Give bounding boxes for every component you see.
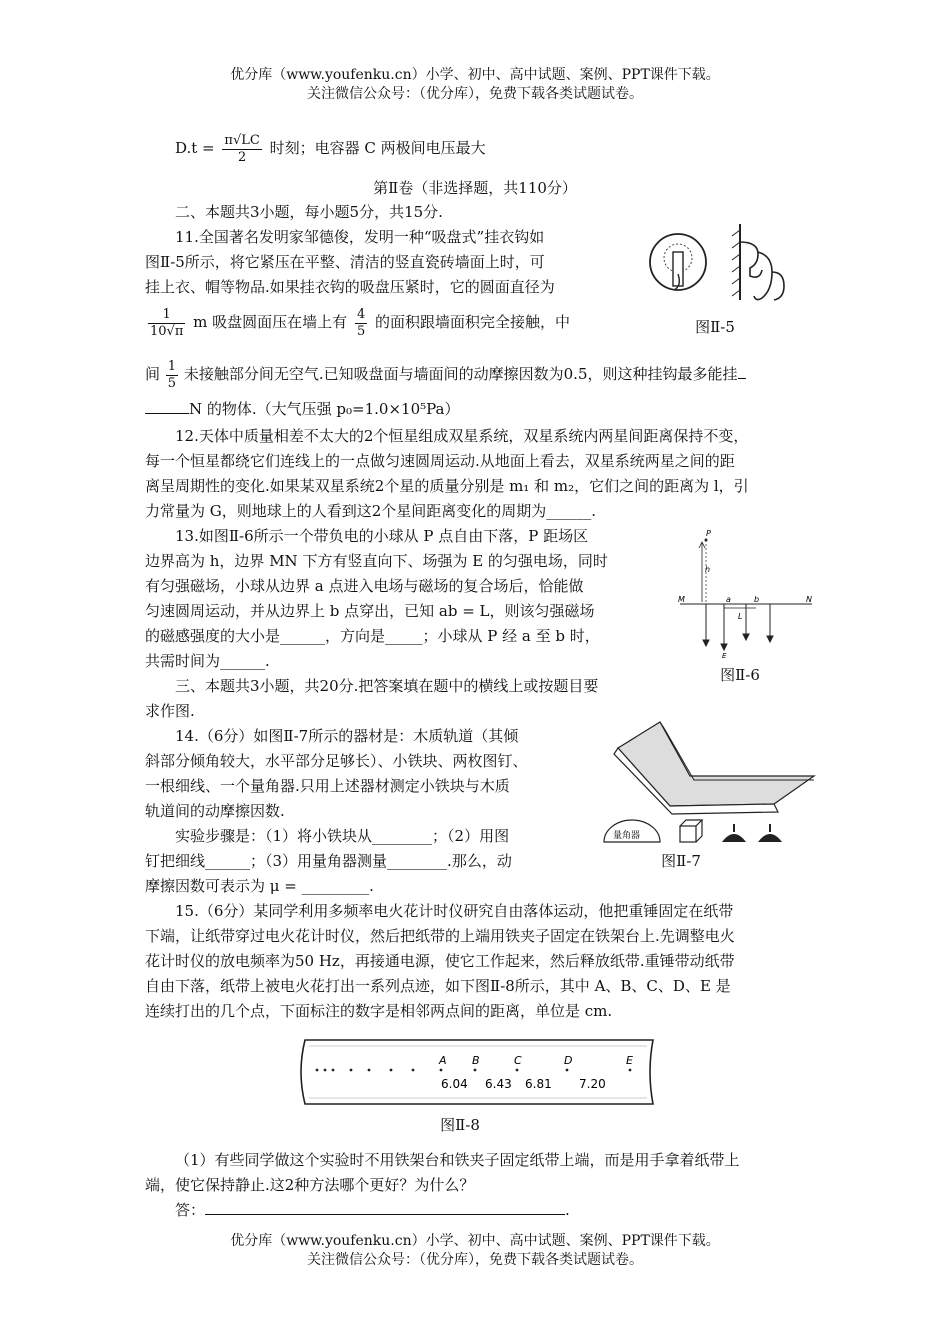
electric-field-lines — [703, 604, 773, 650]
wooden-track — [614, 722, 814, 814]
q11-line-4-end: 的面积跟墙面积完全接触，中 — [375, 313, 571, 331]
q11-line-6-text: N 的物体.（大气压强 p₀=1.0×10⁵Pa） — [189, 400, 460, 418]
q15-line-4: 自由下落，纸带上被电火花打出一系列点迹，如下图Ⅱ-8所示，其中 A、B、C、D、E 是 — [145, 977, 731, 995]
suction-cup-front-view — [650, 234, 706, 290]
q11-line-4 — [145, 300, 570, 344]
tape-point-c: C — [514, 1054, 522, 1067]
part2-intro: 二、本题共3小题，每小题5分，共15分. — [175, 203, 443, 221]
option-d-fraction — [222, 133, 261, 166]
option-d-suffix: 时刻；电容器 C 两极间电压最大 — [269, 139, 486, 157]
thumbtacks — [722, 824, 782, 842]
q14-line-2: 斜部分倾角较大，水平部分足够长）、小铁块、两枚图钉、 — [145, 752, 528, 770]
q15-answer-label: 答： — [175, 1201, 206, 1219]
q11-line-5-start: 间 — [145, 365, 161, 383]
fig6-label-n: N — [806, 595, 812, 604]
q11-line-1: 11.全国著名发明家邹德俊，发明一种“吸盘式”挂衣钩如 — [175, 228, 545, 246]
q14-line-7: 摩擦因数可表示为 μ = _________. — [145, 877, 374, 895]
tape-point-b: B — [472, 1054, 480, 1067]
q15-answer-blank[interactable] — [205, 1214, 565, 1215]
q11-frac2-num: 4 — [356, 306, 366, 322]
q13-line-1: 13.如图Ⅱ-6所示一个带负电的小球从 P 点自由下落，P 距场区 — [175, 527, 589, 545]
fig6-label-b: b — [754, 595, 760, 604]
q11-frac3-num: 1 — [167, 358, 177, 374]
q15-line-1: 15.（6分）某同学利用多频率电火花计时仪研究自由落体运动，他把重锤固定在纸带 — [175, 902, 734, 920]
q12-line-1: 12.天体中质量相差不太大的2个恒星组成双星系统，双星系统内两星间距离保持不变， — [175, 427, 749, 445]
q12-line-2: 每一个恒星都绕它们连线上的一点做匀速圆周运动.从地面上看去，双星系统两星之间的距 — [145, 452, 735, 470]
q15-line-5: 连续打出的几个点，下面标注的数字是相邻两点间的距离，单位是 cm. — [145, 1002, 613, 1020]
fig6-label-l: L — [738, 612, 743, 621]
section2-title: 第Ⅱ卷（非选择题，共110分） — [373, 179, 577, 197]
part3-intro-line-1: 三、本题共3小题，共20分.把答案填在题中的横线上或按题目要 — [175, 677, 599, 695]
q11-answer-blank[interactable] — [738, 378, 746, 379]
q11-line-5 — [145, 352, 746, 396]
q11-frac2-den: 5 — [356, 323, 366, 339]
q11-frac3-den: 5 — [167, 375, 177, 391]
q14-line-6: 钉把细线______；（3）用量角器测量________.那么，动 — [145, 852, 512, 870]
option-d — [175, 128, 486, 168]
q11-line-5-end: 未接触部分间无空气.已知吸盘面与墙面间的动摩擦因数为0.5，则这种挂钩最多能挂 — [183, 365, 738, 383]
q11-frac1-num: 1 — [148, 307, 185, 324]
q14-line-3: 一根细线、一个量角器.只用上述器材测定小铁块与木质 — [145, 777, 510, 795]
q13-line-5: 的磁感强度的大小是______，方向是_____；小球从 P 经 a 至 b 时， — [145, 627, 600, 645]
figure-6-caption: 图Ⅱ-6 — [720, 666, 760, 684]
q11-fraction-2 — [355, 307, 367, 340]
header-line-1: 优分库（www.youfenku.cn）小学、初中、高中试题、案例、PPT课件下载。 — [230, 67, 720, 83]
fig6-label-h: h — [705, 565, 711, 574]
q11-fraction-1 — [148, 307, 185, 340]
fig6-label-m: M — [678, 595, 685, 604]
fig6-label-a: a — [726, 595, 731, 604]
figure-7-caption: 图Ⅱ-7 — [661, 852, 701, 870]
figure-7-apparatus — [600, 718, 822, 850]
fig6-label-e: E — [722, 652, 727, 660]
option-d-prefix: D.t = — [175, 139, 215, 157]
option-d-frac-num: π√LC — [224, 132, 260, 148]
q15-answer-line: 答： . — [175, 1201, 570, 1219]
q14-line-5: 实验步骤是：（1）将小铁块从________；（2）用图 — [175, 827, 510, 845]
q11-line-6 — [145, 397, 460, 422]
figure-6-field — [672, 524, 822, 664]
figure-5-caption: 图Ⅱ-5 — [695, 318, 735, 336]
iron-block — [680, 820, 702, 842]
q11-fraction-3 — [166, 359, 178, 392]
q15-sub1-line-2: 端，使它保持静止.这2种方法哪个更好？为什么？ — [145, 1176, 475, 1194]
tape-point-e: E — [626, 1054, 633, 1067]
q13-line-2: 边界高为 h，边界 MN 下方有竖直向下、场强为 E 的匀强电场，同时 — [145, 552, 608, 570]
q11-line-3: 挂上衣、帽等物品.如果挂衣钩的吸盘压紧时，它的圆面直径为 — [145, 278, 555, 296]
q13-line-4: 匀速圆周运动，并从边界上 b 点穿出，已知 ab = L，则该匀强磁场 — [145, 602, 595, 620]
q14-line-4: 轨道间的动摩擦因数. — [145, 802, 285, 820]
protractor-label: 量角器 — [613, 831, 641, 841]
tape-point-d: D — [564, 1054, 573, 1067]
option-d-frac-den: 2 — [237, 149, 247, 165]
q11-line-4-mid: m 吸盘圆面压在墙上有 — [193, 313, 348, 331]
q11-answer-blank-2[interactable] — [145, 413, 189, 414]
suction-cup-side-view — [732, 224, 784, 300]
q11-line-2: 图Ⅱ-5所示，将它紧压在平整、清洁的竖直瓷砖墙面上时，可 — [145, 253, 545, 271]
q15-sub1-line-1: （1）有些同学做这个实验时不用铁架台和铁夹子固定纸带上端，而是用手拿着纸带上 — [175, 1151, 740, 1169]
protractor — [604, 820, 660, 842]
q12-line-3: 离呈周期性的变化.如果某双星系统2个星的质量分别是 m₁ 和 m₂，它们之间的距离为 l，引 — [145, 477, 749, 495]
header-line-2: 关注微信公众号：（优分库），免费下载各类试题试卷。 — [307, 86, 643, 102]
figure-8-paper-tape — [295, 1036, 660, 1112]
tape-distance-ab: 6.04 — [441, 1077, 468, 1091]
q15-line-3: 花计时仪的放电频率为50 Hz，再接通电源，使它工作起来，然后释放纸带.重锤带动纸带 — [145, 952, 735, 970]
q12-line-4: 力常量为 G，则地球上的人看到这2个星间距离变化的周期为______. — [145, 502, 597, 520]
fig6-label-p: P — [706, 529, 711, 538]
q11-frac1-den: 10√π — [150, 323, 184, 339]
q13-line-3: 有匀强磁场，小球从边界 a 点进入电场与磁场的复合场后，恰能做 — [145, 577, 584, 595]
figure-8-caption: 图Ⅱ-8 — [440, 1116, 480, 1134]
tape-distance-de: 7.20 — [579, 1077, 606, 1091]
q15-line-2: 下端，让纸带穿过电火花计时仪，然后把纸带的上端用铁夹子固定在铁架台上.先调整电火 — [145, 927, 735, 945]
tape-distance-cd: 6.81 — [525, 1077, 552, 1091]
footer-line-2: 关注微信公众号：（优分库），免费下载各类试题试卷。 — [307, 1252, 643, 1268]
q13-line-6: 共需时间为______. — [145, 652, 270, 670]
part3-intro-line-2: 求作图. — [145, 702, 195, 720]
q14-line-1: 14.（6分）如图Ⅱ-7所示的器材是：木质轨道（其倾 — [175, 727, 519, 745]
footer-line-1: 优分库（www.youfenku.cn）小学、初中、高中试题、案例、PPT课件下载。 — [230, 1233, 720, 1249]
figure-5-hanger — [640, 212, 810, 312]
tape-distance-bc: 6.43 — [485, 1077, 512, 1091]
tape-point-a: A — [439, 1054, 447, 1067]
